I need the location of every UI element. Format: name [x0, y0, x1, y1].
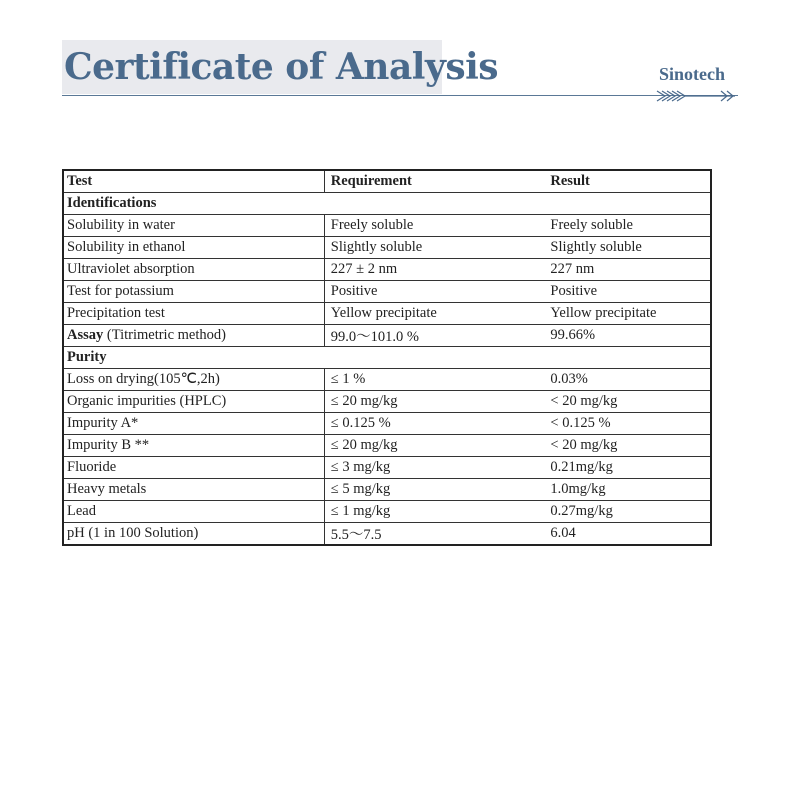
test-cell: Test for potassium: [63, 280, 324, 302]
table-row: [63, 258, 711, 280]
column-header-test: Test: [63, 170, 324, 192]
test-cell: Ultraviolet absorption: [63, 258, 324, 280]
result-cell: 0.27mg/kg: [547, 500, 711, 522]
test-cell: Solubility in ethanol: [63, 236, 324, 258]
table-row: [63, 412, 711, 434]
title-banner: [62, 40, 499, 94]
requirement-cell: 227 ± 2 nm: [324, 258, 547, 280]
page-title: Certificate of Analysis: [64, 46, 499, 88]
requirement-cell: ≤ 1 %: [324, 368, 547, 390]
requirement-cell: ≤ 1 mg/kg: [324, 500, 547, 522]
table-row: [63, 368, 711, 390]
result-cell: Freely soluble: [547, 214, 711, 236]
table-row: [63, 214, 711, 236]
table-row: [63, 302, 711, 324]
requirement-cell: Yellow precipitate: [324, 302, 547, 324]
result-cell: 227 nm: [547, 258, 711, 280]
table-body: [63, 192, 711, 545]
section-row-identifications: [63, 192, 711, 214]
section-row-purity: [63, 346, 711, 368]
test-cell: Solubility in water: [63, 214, 324, 236]
test-cell: Lead: [63, 500, 324, 522]
test-cell: Impurity A*: [63, 412, 324, 434]
test-cell: Fluoride: [63, 456, 324, 478]
test-cell: Loss on drying(105℃,2h): [63, 368, 324, 390]
result-cell: Slightly soluble: [547, 236, 711, 258]
result-cell: Positive: [547, 280, 711, 302]
table-row: [63, 478, 711, 500]
requirement-cell: 5.5～7.5: [324, 522, 547, 545]
result-cell: 6.04: [547, 522, 711, 545]
requirement-cell: ≤ 5 mg/kg: [324, 478, 547, 500]
section-label: Purity: [63, 346, 324, 368]
requirement-cell: 99.0～101.0 %: [324, 324, 547, 346]
analysis-table: [62, 169, 712, 546]
table-row: [63, 390, 711, 412]
section-label: Identifications: [63, 192, 324, 214]
result-cell: Yellow precipitate: [547, 302, 711, 324]
test-cell: pH (1 in 100 Solution): [63, 522, 324, 545]
result-cell: 0.21mg/kg: [547, 456, 711, 478]
requirement-cell: ≤ 20 mg/kg: [324, 434, 547, 456]
brand-arrows-icon: [655, 87, 739, 105]
column-header-requirement: Requirement: [324, 170, 547, 192]
brand-name: Sinotech: [659, 64, 726, 84]
table-row: [63, 522, 711, 545]
test-cell: [63, 324, 324, 346]
requirement-cell: ≤ 20 mg/kg: [324, 390, 547, 412]
result-cell: 1.0mg/kg: [547, 478, 711, 500]
column-header-result: Result: [547, 170, 711, 192]
table-row: [63, 500, 711, 522]
result-cell: 99.66%: [547, 324, 711, 346]
table-row: [63, 280, 711, 302]
result-cell: < 20 mg/kg: [547, 390, 711, 412]
test-cell: Heavy metals: [63, 478, 324, 500]
requirement-cell: Positive: [324, 280, 547, 302]
result-cell: < 20 mg/kg: [547, 434, 711, 456]
requirement-cell: ≤ 3 mg/kg: [324, 456, 547, 478]
result-cell: 0.03%: [547, 368, 711, 390]
test-cell: Impurity B **: [63, 434, 324, 456]
requirement-cell: ≤ 0.125 %: [324, 412, 547, 434]
header-divider: [62, 95, 738, 96]
test-cell: Organic impurities (HPLC): [63, 390, 324, 412]
table-header-row: [63, 170, 711, 192]
test-cell-rest: (Titrimetric method): [103, 326, 226, 343]
test-cell-bold: Assay: [67, 326, 104, 343]
result-cell: < 0.125 %: [547, 412, 711, 434]
test-cell: Precipitation test: [63, 302, 324, 324]
table-row: [63, 434, 711, 456]
table-row: [63, 236, 711, 258]
table-row: [63, 324, 711, 346]
table-row: [63, 456, 711, 478]
requirement-cell: Freely soluble: [324, 214, 547, 236]
requirement-cell: Slightly soluble: [324, 236, 547, 258]
